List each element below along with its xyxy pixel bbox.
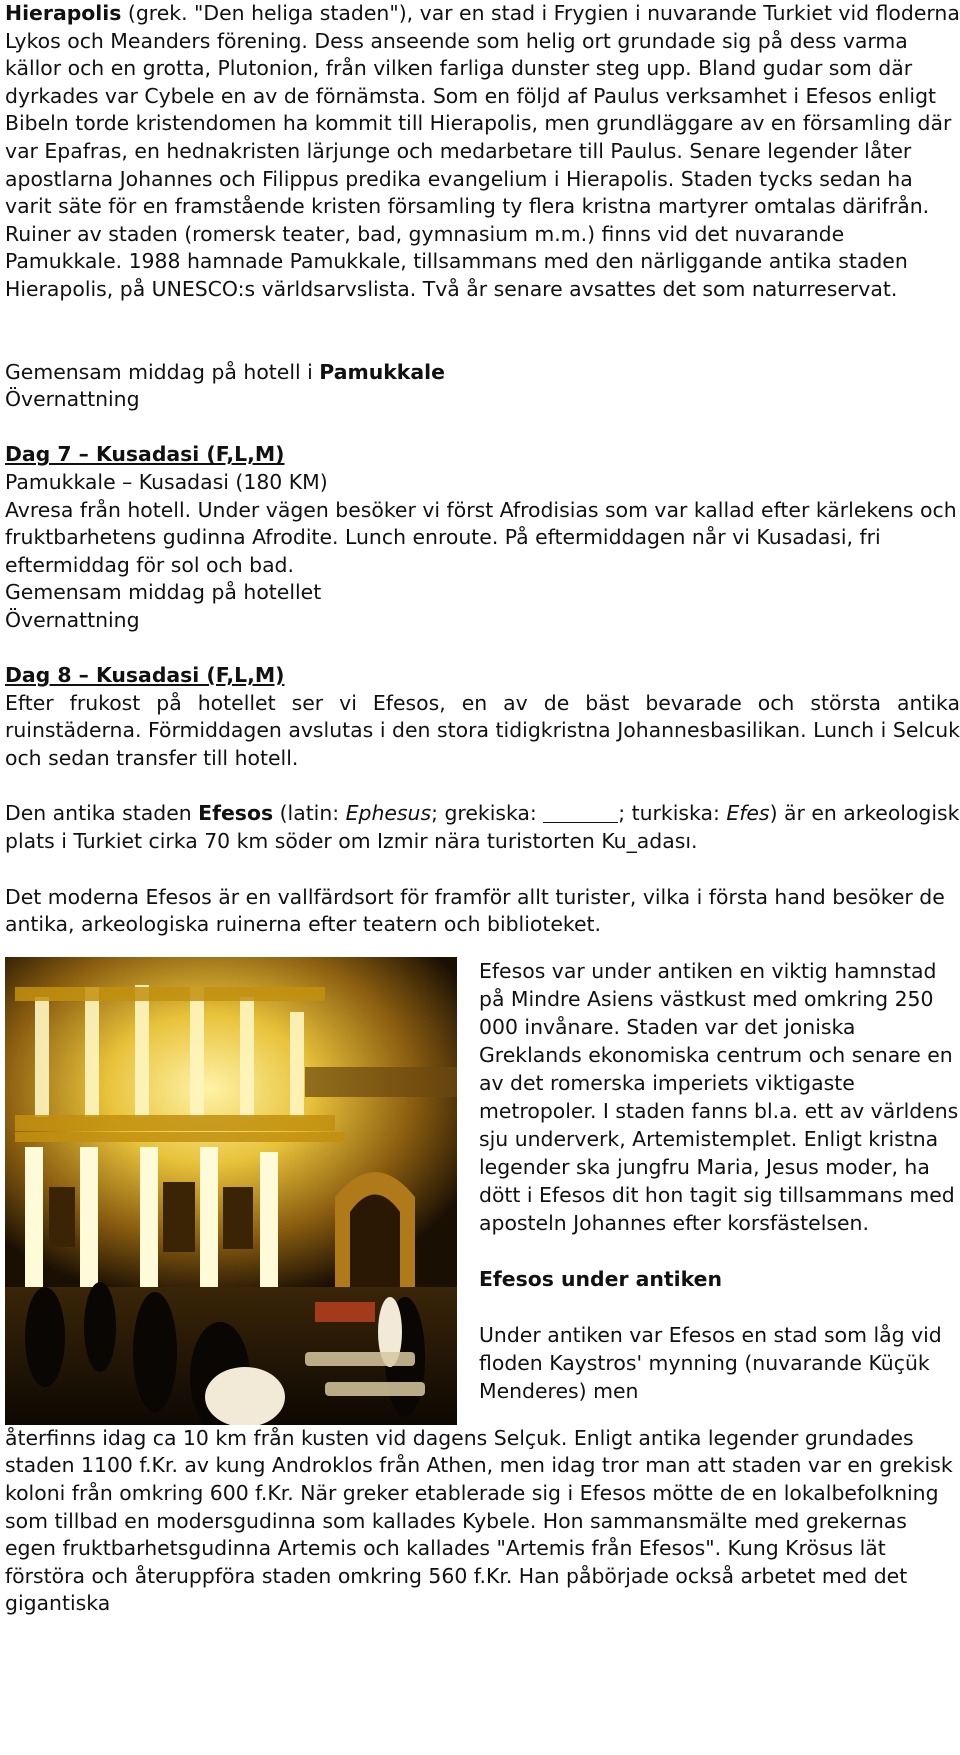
celsus-library-photo (5, 957, 457, 1425)
efesos-p1-d: ; turkiska: (618, 801, 727, 826)
efesos-side-heading (479, 1265, 959, 1293)
document-page (5, 0, 960, 1618)
library-illustration (5, 957, 457, 1425)
dinner-place: Pamukkale (319, 359, 445, 384)
hierapolis-text: (grek. "Den heliga staden"), var en stad i Frygien i nuvarande Turkiet vid floderna Lykos och Meanders förening. Dess anseende som helig ort grundade sig på dess varma källor och en grotta, Plutonion, från vilken farliga dunster steg upp. Bland gudar som där dyrkades var Cybele en av de förnämsta. Som en följd af Paulus verksamhet i Efesos enligt Bibeln torde kristendomen ha kommit till Hierapolis, men grundläggare av en församling där var Epafras, en hednakristen lärjunge och medarbetare till Paulus. Senare legender låter apostlarna Johannes och Filippus predika evangelium i Hierapolis. Staden tycks sedan ha varit säte för en framstående kristen församling ty flera kristna martyrer omtalas därifrån. Ruiner av staden (romersk teater, bad, gymnasium m.m.) finns vid det nuvarande Pamukkale. 1988 hamnade Pamukkale, tillsammans med den närliggande antika staden Hierapolis, på UNESCO:s världsarvslista. Två år senare avsattes det som naturreservat. (5, 1, 960, 301)
day7-route: Pamukkale – Kusadasi (180 KM) (5, 469, 328, 494)
efesos-paragraph-2: Det moderna Efesos är en vallfärdsort för framför allt turister, vilka i första hand besöker de antika, arkeologiska ruinerna efter teatern och biblioteket. (5, 884, 945, 937)
hierapolis-paragraph (5, 0, 960, 304)
day8-text: Efter frukost på hotellet ser vi Efesos, en av de bäst bevarade och största antika ruinstäderna. Förmiddagen avslutas i den stora tidigkristna Johannesbasilikan. Lunch i Selcuk och sedan transfer till hotell. (5, 690, 960, 770)
efesos-side-paragraph-1: Efesos var under antiken en viktig hamnstad på Mindre Asiens västkust med omkring 250 000 invånare. Staden var det joniska Greklands ekonomiska centrum och senare en av det romerska imperiets viktigaste metropoler. I staden fanns bl.a. ett av världens sju underverk, Artemistemplet. Enligt kristna legender ska jungfru Maria, Jesus moder, ha dött i Efesos dit hon tagit sig tillsammans med aposteln Johannes efter korsfästelsen. (479, 958, 959, 1235)
day7-text: Avresa från hotell. Under vägen besöker vi först Afrodisias som var kallad efter kärlekens och fruktbarhetens gudinna Afrodite. Lunch enroute. På eftermiddagen når vi Kusadasi, fri eftermiddag för sol och bad. (5, 497, 957, 577)
efesos-side-heading-text: Efesos under antiken (479, 1266, 722, 1291)
efesos-term: Efesos (198, 801, 274, 826)
efesos-turkish: Efes (726, 801, 770, 826)
efesos-paragraph-3: återfinns idag ca 10 km från kusten vid dagens Selçuk. Enligt antika legender grundades staden 1100 f.Kr. av kung Androklos från Athen, men idag tror man att staden var en grekisk koloni från omkring 600 f.Kr. När greker etablerade sig i Efesos mötte de en lokalbefolkning som tillbad en modersgudinna som kallades Kybele. Hon sammansmälte med grekernas egen fruktbarhetsgudinna Artemis och kallades "Artemis från Efesos". Kung Krösus lät förstöra och återuppföra staden omkring 560 f.Kr. Han påbörjade också arbetet med det gigantiska (5, 1425, 953, 1616)
day7-overnight: Övernattning (5, 607, 140, 632)
dinner-prefix: Gemensam middag på hotell i (5, 359, 320, 384)
efesos-p1-e: ) är en arkeologisk plats i Turkiet cirka 70 km söder om Izmir nära turistorten Ku_adası. (5, 801, 960, 854)
efesos-latin: Ephesus (345, 801, 432, 826)
efesos-side-column (479, 957, 959, 1405)
dinner-line (5, 359, 960, 387)
hierapolis-term: Hierapolis (5, 1, 122, 25)
day8-heading: Dag 8 – Kusadasi (F,L,M) (5, 663, 285, 688)
day7-dinner: Gemensam middag på hotellet (5, 580, 322, 605)
efesos-figure-section (5, 957, 960, 1425)
missing-greek-blank (543, 802, 618, 823)
efesos-paragraph-1 (5, 800, 960, 855)
efesos-p1-a: Den antika staden (5, 801, 199, 826)
overnight-line: Övernattning (5, 387, 140, 412)
efesos-p1-b: (latin: (273, 801, 346, 826)
day7-heading: Dag 7 – Kusadasi (F,L,M) (5, 442, 285, 467)
efesos-side-paragraph-2: Under antiken var Efesos en stad som låg vid floden Kaystros' mynning (nuvarande Küçük Menderes) men (479, 1322, 942, 1403)
efesos-p1-c: ; grekiska: (431, 801, 544, 826)
